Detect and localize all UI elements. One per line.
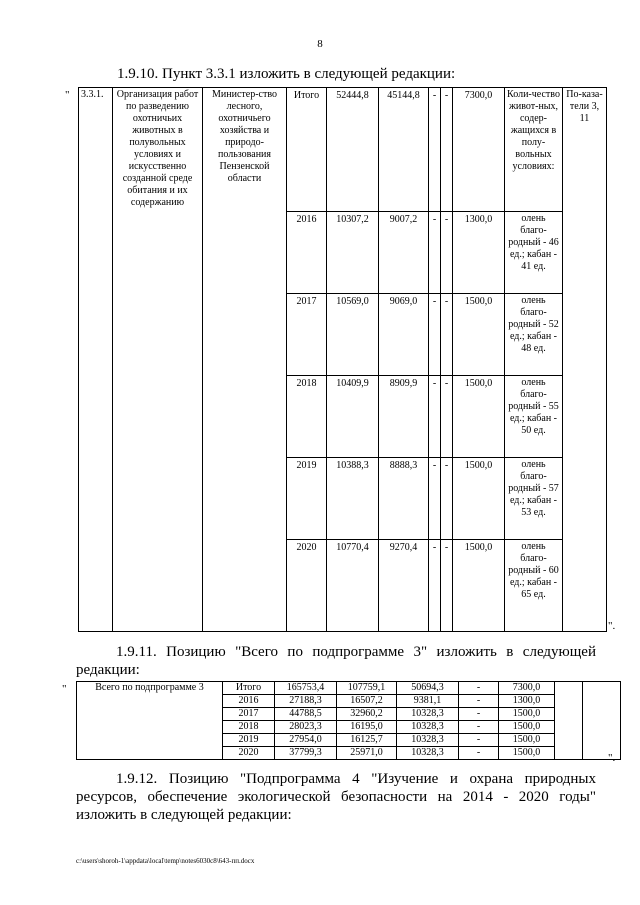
closing-quote: ". xyxy=(608,620,616,632)
total-cell: 10388,3 xyxy=(327,458,379,540)
total-cell: 37799,3 xyxy=(275,747,337,760)
total-cell: 44788,5 xyxy=(275,708,337,721)
closing-quote: ". xyxy=(608,752,616,764)
value-cell: 16195,0 xyxy=(337,721,397,734)
value-cell: - xyxy=(459,708,499,721)
value-cell: 10328,3 xyxy=(397,708,459,721)
value-cell: 10328,3 xyxy=(397,747,459,760)
value-cell: 1300,0 xyxy=(453,212,505,294)
total-cell: 27188,3 xyxy=(275,695,337,708)
value-cell: - xyxy=(441,458,453,540)
note-cell: олень благо-родный - 57 ед.; кабан - 53 ед. xyxy=(505,458,563,540)
paragraph-1-9-12 xyxy=(76,770,596,824)
paragraph-line: 1.9.11. Позицию "Всего по подпрограмме 3" изложить в следующей xyxy=(116,644,596,660)
value-cell: 9007,2 xyxy=(379,212,429,294)
value-cell: 1500,0 xyxy=(453,376,505,458)
value-cell: - xyxy=(459,747,499,760)
paragraph-line: изложить в следующей редакции: xyxy=(76,807,292,823)
year-cell: 2017 xyxy=(287,294,327,376)
value-cell: 16125,7 xyxy=(337,734,397,747)
value-cell: 25971,0 xyxy=(337,747,397,760)
table-row xyxy=(77,682,621,695)
value-cell: 10328,3 xyxy=(397,734,459,747)
value-cell: 1500,0 xyxy=(499,747,555,760)
paragraph-line: ресурсов, обеспечение экологической безопасности на 2014 - 2020 годы" xyxy=(76,789,596,805)
value-cell: 1300,0 xyxy=(499,695,555,708)
value-cell: - xyxy=(441,294,453,376)
year-cell: 2020 xyxy=(223,747,275,760)
subprogram-3-total-table xyxy=(76,681,621,760)
year-cell: 2019 xyxy=(287,458,327,540)
value-cell: 1500,0 xyxy=(453,540,505,632)
value-cell: - xyxy=(429,294,441,376)
value-cell: - xyxy=(459,734,499,747)
paragraph-line: редакции: xyxy=(76,662,140,678)
empty-cell xyxy=(555,682,583,760)
year-cell: 2018 xyxy=(223,721,275,734)
year-cell: 2019 xyxy=(223,734,275,747)
value-cell: - xyxy=(429,458,441,540)
empty-cell xyxy=(583,682,621,760)
page-number: 8 xyxy=(317,38,323,50)
value-cell: - xyxy=(441,376,453,458)
paragraph-1-9-11 xyxy=(76,643,596,679)
value-cell: 9270,4 xyxy=(379,540,429,632)
opening-quote: " xyxy=(65,89,70,101)
value-cell: 9381,1 xyxy=(397,695,459,708)
value-cell: 1500,0 xyxy=(499,721,555,734)
executor-name: Министер-ство лесного, охотничьего хозяйства и природо-пользования Пензенской области xyxy=(203,88,287,632)
value-cell: 7300,0 xyxy=(453,88,505,212)
total-cell: 28023,3 xyxy=(275,721,337,734)
activity-name: Организация работ по разведению охотничьих животных в полувольных условиях и искусственно созданной среде обитания и их содержанию xyxy=(113,88,203,632)
value-cell: - xyxy=(441,88,453,212)
value-cell: 16507,2 xyxy=(337,695,397,708)
value-cell: 8909,9 xyxy=(379,376,429,458)
total-cell: 10569,0 xyxy=(327,294,379,376)
value-cell: 107759,1 xyxy=(337,682,397,695)
file-path-footer: c:\users\shoroh-1\appdata\local\temp\notes6030c8\643-пп.docx xyxy=(76,857,255,865)
value-cell: - xyxy=(441,540,453,632)
value-cell: - xyxy=(429,376,441,458)
year-cell: 2018 xyxy=(287,376,327,458)
total-cell: 10307,2 xyxy=(327,212,379,294)
subprogram-label: Всего по подпрограмме 3 xyxy=(77,682,223,760)
value-cell: 1500,0 xyxy=(453,458,505,540)
value-cell: 1500,0 xyxy=(499,734,555,747)
value-cell: 32960,2 xyxy=(337,708,397,721)
value-cell: 9069,0 xyxy=(379,294,429,376)
item-3-3-1-table xyxy=(78,87,607,632)
value-cell: - xyxy=(459,721,499,734)
total-cell: 165753,4 xyxy=(275,682,337,695)
value-cell: 50694,3 xyxy=(397,682,459,695)
total-cell: 52444,8 xyxy=(327,88,379,212)
value-cell: 10328,3 xyxy=(397,721,459,734)
paragraph-1-9-10: 1.9.10. Пункт 3.3.1 изложить в следующей редакции: xyxy=(117,66,456,82)
value-cell: - xyxy=(429,212,441,294)
note-cell: олень благо-родный - 60 ед.; кабан - 65 ед. xyxy=(505,540,563,632)
value-cell: - xyxy=(441,212,453,294)
note-cell: олень благо-родный - 55 ед.; кабан - 50 ед. xyxy=(505,376,563,458)
note-cell: олень благо-родный - 46 ед.; кабан - 41 ед. xyxy=(505,212,563,294)
value-cell: - xyxy=(429,88,441,212)
value-cell: - xyxy=(459,682,499,695)
total-cell: 10770,4 xyxy=(327,540,379,632)
value-cell: 45144,8 xyxy=(379,88,429,212)
year-cell: 2016 xyxy=(223,695,275,708)
indicator-ref: По-каза-тели 3, 11 xyxy=(563,88,607,632)
year-cell: 2016 xyxy=(287,212,327,294)
value-cell: 7300,0 xyxy=(499,682,555,695)
table-row xyxy=(79,88,607,212)
total-cell: 10409,9 xyxy=(327,376,379,458)
value-cell: - xyxy=(459,695,499,708)
total-cell: 27954,0 xyxy=(275,734,337,747)
note-cell: олень благо-родный - 52 ед.; кабан - 48 ед. xyxy=(505,294,563,376)
year-cell: 2017 xyxy=(223,708,275,721)
indicator-text: Коли-чество живот-ных, содер-жащихся в полу-вольных условиях: xyxy=(505,88,563,212)
value-cell: 1500,0 xyxy=(499,708,555,721)
value-cell: 8888,3 xyxy=(379,458,429,540)
value-cell: - xyxy=(429,540,441,632)
opening-quote: " xyxy=(62,683,67,695)
year-cell: Итого xyxy=(223,682,275,695)
item-code: 3.3.1. xyxy=(79,88,113,632)
year-cell: Итого xyxy=(287,88,327,212)
value-cell: 1500,0 xyxy=(453,294,505,376)
paragraph-line: 1.9.12. Позицию "Подпрограмма 4 "Изучение и охрана природных xyxy=(116,771,596,787)
year-cell: 2020 xyxy=(287,540,327,632)
